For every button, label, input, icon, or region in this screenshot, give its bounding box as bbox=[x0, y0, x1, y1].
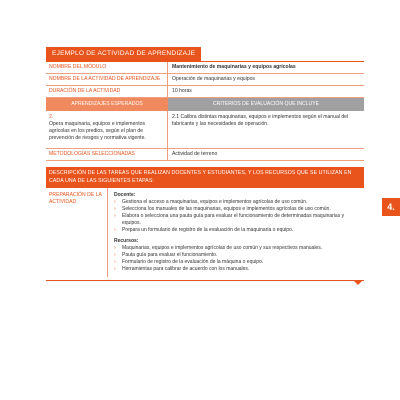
preparation-label: PREPARACIÓN DE LA ACTIVIDAD bbox=[46, 188, 108, 277]
document-title: EJEMPLO DE ACTIVIDAD DE APRENDIZAJE bbox=[46, 47, 201, 61]
table-header-row bbox=[46, 98, 364, 111]
module-name-row bbox=[46, 62, 364, 74]
chevron-right-icon: › bbox=[114, 227, 116, 234]
teacher-task-text: Elabora o selecciona una pauta guía para evaluar el funcionamiento de determinadas maquinarias y equipos. bbox=[122, 213, 345, 227]
chevron-right-icon: › bbox=[114, 244, 116, 251]
criteria-text: 2.1 Calibra distintas maquinarias, equipos e implementos según el manual del fabricante y las necesidades de operación. bbox=[172, 114, 349, 128]
methodology-row bbox=[46, 149, 364, 161]
criteria-header: CRITERIOS DE EVALUACIÓN QUE INCLUYE bbox=[168, 98, 364, 111]
learning-criteria-row bbox=[46, 111, 364, 149]
module-name-value: Mantenimiento de maquinarias y equipos agrícolas bbox=[172, 64, 296, 70]
preparation-body bbox=[108, 188, 364, 277]
module-name-label: NOMBRE DEL MÓDULO bbox=[46, 62, 168, 73]
list-item bbox=[114, 252, 358, 259]
chevron-right-icon: › bbox=[114, 206, 116, 213]
resources-heading: Recursos: bbox=[114, 237, 139, 244]
list-item bbox=[114, 245, 358, 252]
chevron-right-icon: › bbox=[114, 251, 116, 258]
triangle-down-icon bbox=[354, 281, 362, 285]
chevron-right-icon: › bbox=[114, 199, 116, 206]
criteria-cell bbox=[168, 111, 364, 148]
chevron-right-icon: › bbox=[114, 258, 116, 265]
methodology-label: METODOLOGÍAS SELECCIONADAS bbox=[46, 149, 168, 160]
chevron-right-icon: › bbox=[114, 265, 116, 272]
expected-learning-header: APRENDIZAJES ESPERADOS bbox=[46, 98, 168, 111]
activity-document bbox=[46, 42, 364, 286]
preparation-section bbox=[46, 188, 364, 277]
tasks-description-banner: DESCRIPCIÓN DE LAS TAREAS QUE REALIZAN DOCENTES Y ESTUDIANTES, Y LOS RECURSOS QUE SE UTILIZAN EN CADA UNA DE LAS SIGUIENTES ETAPAS: bbox=[46, 167, 364, 188]
list-item bbox=[114, 266, 358, 273]
info-table bbox=[46, 61, 364, 161]
expected-learning-number: 2. bbox=[49, 114, 54, 120]
duration-row bbox=[46, 86, 364, 98]
teacher-task-text: Selecciona los manuales de las maquinarias, equipos e implementos agrícolas de uso común. bbox=[122, 206, 331, 213]
resource-text: Maquinarias, equipos e implementos agrícolas de uso común y sus respectivos manuales. bbox=[122, 244, 323, 251]
methodology-value: Actividad de terreno bbox=[172, 151, 218, 157]
list-item bbox=[114, 213, 358, 227]
teacher-heading: Docente: bbox=[114, 192, 136, 198]
list-item bbox=[114, 199, 358, 206]
activity-name-value: Operación de maquinarias y equipos bbox=[172, 76, 255, 82]
list-item bbox=[114, 206, 358, 213]
expected-learning-cell bbox=[46, 111, 168, 148]
duration-value: 10 horas bbox=[172, 88, 192, 94]
chevron-right-icon: › bbox=[114, 213, 116, 220]
bottom-divider bbox=[46, 280, 364, 286]
list-item bbox=[114, 227, 358, 234]
resource-text: Herramientas para calibrar de acuerdo con los manuales. bbox=[122, 265, 250, 272]
activity-name-label: NOMBRE DE LA ACTIVIDAD DE APRENDIZAJE bbox=[46, 74, 168, 85]
teacher-task-text: Prepara un formulario de registro de la evaluación de la maquinaria o equipo. bbox=[122, 227, 294, 234]
expected-learning-text: Opera maquinaria, equipos e implementos agrícolas en los predios, según el plan de prevención de riesgos y normativa vigente. bbox=[49, 121, 146, 142]
duration-label: DURACIÓN DE LA ACTIVIDAD bbox=[46, 86, 168, 97]
list-item bbox=[114, 259, 358, 266]
chapter-tab: 4. bbox=[382, 198, 400, 216]
resource-text: Pauta guía para evaluar el funcionamiento. bbox=[122, 251, 218, 258]
resource-text: Formulario de registro de la evaluación de la máquina o equipo. bbox=[122, 258, 264, 265]
teacher-task-text: Gestiona el acceso a maquinarias, equipos e implementos agrícolas de uso común. bbox=[122, 199, 308, 206]
activity-name-row bbox=[46, 74, 364, 86]
